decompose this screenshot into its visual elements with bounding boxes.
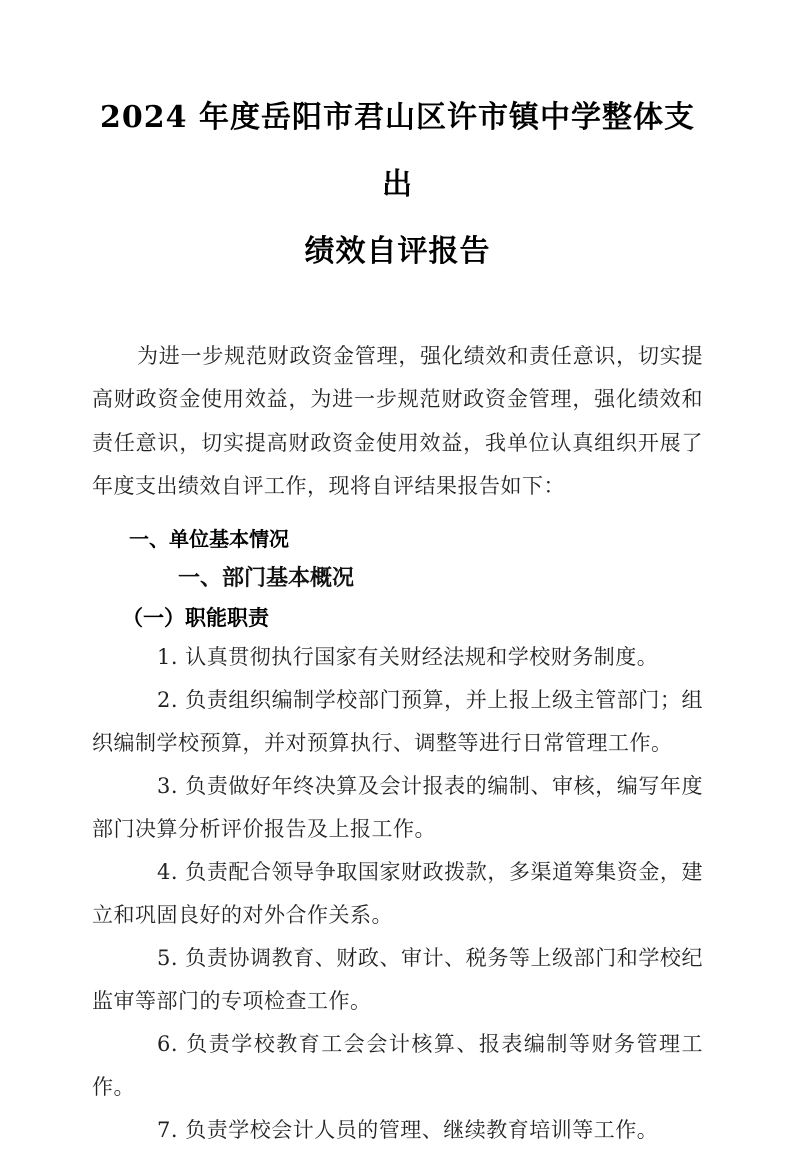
duty-item-1: 1. 认真贯彻执行国家有关财经法规和学校财务制度。 — [157, 645, 659, 670]
duty-item-5: 5. 负责协调教育、财政、审计、税务等上级部门和学校纪监审等部门的专项检查工作。 — [92, 946, 703, 1014]
duty-item-4: 4. 负责配合领导争取国家财政拨款，多渠道筹集资金，建立和巩固良好的对外合作关系。 — [92, 860, 703, 928]
duty-list — [92, 636, 703, 1152]
duty-item-7: 7. 负责学校会计人员的管理、继续教育培训等工作。 — [157, 1118, 659, 1143]
heading-unit-basic-info: 一、单位基本情况 — [129, 527, 289, 552]
duty-item-3: 3. 负责做好年终决算及会计报表的编制、审核，编写年度部门决算分析评价报告及上报工作。 — [92, 774, 703, 842]
document-title-line-1: 2024 年度岳阳市君山区许市镇中学整体支出 — [100, 100, 695, 202]
heading-functions-duties: （一）职能职责 — [122, 605, 269, 631]
document-title — [92, 84, 703, 285]
duty-item-2: 2. 负责组织编制学校部门预算，并上报上级主管部门；组织编制学校预算，并对预算执行、调整等进行日常管理工作。 — [92, 688, 703, 756]
intro-paragraph: 为进一步规范财政资金管理，强化绩效和责任意识，切实提高财政资金使用效益，为进一步规范财政资金管理，强化绩效和责任意识，切实提高财政资金使用效益，我单位认真组织开展了年度支出绩效自评工作，现将自评结果报告如下： — [92, 344, 703, 498]
duty-item-6: 6. 负责学校教育工会会计核算、报表编制等财务管理工作。 — [92, 1032, 703, 1100]
heading-department-overview: 一、部门基本概况 — [178, 566, 355, 592]
document-title-line-2: 绩效自评报告 — [304, 234, 491, 269]
